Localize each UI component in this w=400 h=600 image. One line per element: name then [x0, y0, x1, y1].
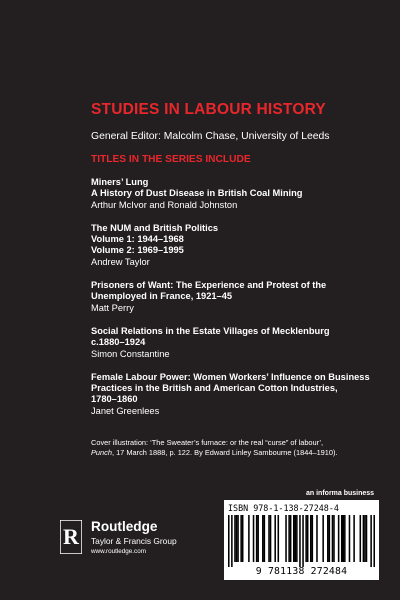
- book-title-line: c.1880–1924: [91, 337, 146, 348]
- book-entry: [91, 223, 391, 268]
- barcode-bar: [274, 515, 276, 562]
- barcode-bar: [364, 515, 366, 562]
- book-author: Matt Perry: [91, 302, 134, 313]
- barcode-bar: [305, 515, 307, 562]
- book-author: Simon Constantine: [91, 348, 170, 359]
- book-author: Janet Greenlees: [91, 405, 160, 416]
- book-title-line: Unemployed in France, 1921–45: [91, 291, 233, 302]
- publisher-url[interactable]: www.routledge.com: [91, 548, 146, 555]
- barcode-bar: [228, 515, 230, 567]
- book-list: [91, 177, 391, 429]
- book-title-line: Volume 2: 1969–1995: [91, 245, 184, 256]
- barcode-bar: [343, 515, 345, 562]
- book-author: Andrew Taylor: [91, 256, 150, 267]
- barcode-bar: [373, 515, 375, 567]
- book-title-line: Social Relations in the Estate Villages of Mecklenburg: [91, 325, 330, 336]
- barcode-bar: [310, 515, 312, 562]
- barcode-bar: [316, 515, 318, 562]
- book-title-line: Prisoners of Want: The Experience and Protest of the: [91, 280, 327, 291]
- barcode-bar: [344, 515, 346, 562]
- barcode-bar: [307, 515, 309, 562]
- informa-tagline: an informa business: [306, 490, 375, 497]
- barcode-bar: [295, 515, 297, 562]
- barcode-bar: [253, 515, 255, 562]
- barcode-bar: [338, 515, 340, 562]
- barcode-bars: [228, 515, 375, 567]
- cover-credit-line: [91, 448, 396, 458]
- barcode-bar: [353, 515, 355, 562]
- barcode-bar: [240, 515, 242, 562]
- cover-credit-line: Cover illustration: ‘The Sweater’s furnace: or the real “curse” of labour’,: [91, 438, 324, 447]
- book-title-line: Practices in the British and American Cotton Industries,: [91, 383, 338, 394]
- barcode-bar: [322, 515, 324, 562]
- book-title-line: The NUM and British Politics: [91, 222, 219, 233]
- book-entry: [91, 326, 391, 360]
- barcode-bar: [256, 515, 258, 562]
- isbn-label: ISBN 978-1-138-27248-4: [228, 503, 339, 513]
- barcode-bar: [262, 515, 264, 562]
- barcode-bar: [270, 515, 272, 562]
- barcode-bar: [293, 515, 295, 562]
- barcode-bar: [370, 515, 372, 567]
- book-entry: [91, 280, 391, 314]
- barcode-bar: [327, 515, 329, 562]
- barcode-bar: [237, 515, 239, 562]
- book-title-line: A History of Dust Disease in British Coal Mining: [91, 188, 303, 199]
- barcode-bar: [341, 515, 343, 562]
- book-entry: [91, 177, 391, 211]
- barcode-bar: [257, 515, 259, 562]
- cover-illustration-credit: [91, 438, 396, 459]
- svg-text:R: R: [63, 524, 79, 549]
- book-title-line: Volume 1: 1944–1968: [91, 234, 184, 245]
- isbn-barcode: [224, 500, 379, 580]
- book-title-line: Female Labour Power: Women Workers’ Influence on Business: [91, 371, 370, 382]
- book-author: Arthur McIvor and Ronald Johnston: [91, 199, 238, 210]
- barcode-bar: [329, 515, 331, 562]
- publication-name: Punch: [91, 448, 112, 458]
- barcode-bar: [332, 515, 334, 562]
- barcode-bar: [285, 515, 287, 562]
- barcode-number: 9 781138 272484: [255, 566, 348, 577]
- series-title: STUDIES IN LABOUR HISTORY: [91, 101, 326, 118]
- barcode-bar: [288, 515, 290, 562]
- barcode-bar: [231, 515, 233, 567]
- barcode-bar: [264, 515, 266, 562]
- barcode-bar: [349, 515, 351, 562]
- barcode-bar: [296, 515, 298, 562]
- barcode-bar: [363, 515, 365, 562]
- general-editor: General Editor: Malcolm Chase, University of Leeds: [91, 131, 330, 142]
- book-entry: [91, 372, 391, 417]
- barcode-bar: [248, 515, 250, 562]
- barcode-bar: [299, 515, 301, 567]
- barcode-bar: [360, 515, 362, 562]
- publisher-group: Taylor & Francis Group: [91, 536, 177, 546]
- barcode-bar: [242, 515, 244, 562]
- publisher-name: Routledge: [91, 519, 158, 534]
- barcode-bar: [268, 515, 270, 562]
- titles-heading: TITLES IN THE SERIES INCLUDE: [91, 154, 251, 165]
- cover-credit-rest: , 17 March 1888, p. 122. By Edward Linley Sambourne (1844–1910).: [111, 448, 338, 458]
- barcode-bar: [333, 515, 335, 562]
- barcode-bar: [290, 515, 292, 562]
- book-title-line: 1780–1860: [91, 394, 138, 405]
- book-title-line: Miners’ Lung: [91, 177, 149, 187]
- barcode-bar: [312, 515, 314, 562]
- barcode-bar: [302, 515, 304, 567]
- barcode-bar: [366, 515, 368, 562]
- barcode-bar: [278, 515, 280, 562]
- barcode-bar: [234, 515, 236, 562]
- routledge-logo-icon: [60, 520, 82, 554]
- barcode-bar: [236, 515, 238, 562]
